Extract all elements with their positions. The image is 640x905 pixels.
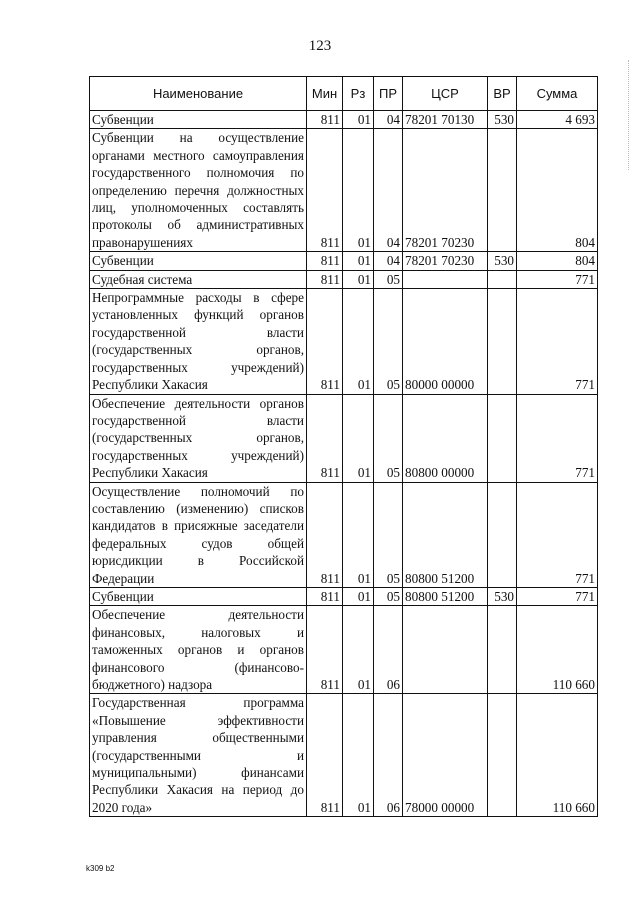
cell-sum: 771 xyxy=(517,289,598,394)
cell-csr: 78201 70230 xyxy=(403,129,488,252)
cell-name: Субвенции xyxy=(90,111,307,129)
cell-vr xyxy=(488,129,517,252)
cell-sum: 804 xyxy=(517,129,598,252)
cell-sum: 110 660 xyxy=(517,606,598,694)
cell-csr: 80800 51200 xyxy=(403,482,488,587)
cell-pr: 05 xyxy=(374,482,403,587)
cell-sum: 771 xyxy=(517,587,598,605)
cell-min: 811 xyxy=(307,111,343,129)
cell-name: Непрограммные расходы в сфере установленных функций органов государственной власти (государственных органов, государственных учреждений) Республики Хакасия xyxy=(90,289,307,394)
cell-sum: 771 xyxy=(517,270,598,288)
cell-sum: 110 660 xyxy=(517,694,598,817)
table-row xyxy=(90,111,598,129)
cell-vr: 530 xyxy=(488,587,517,605)
header-csr: ЦСР xyxy=(403,77,488,111)
margin-marks xyxy=(628,60,633,170)
cell-name: Субвенции xyxy=(90,587,307,605)
cell-pr: 06 xyxy=(374,694,403,817)
cell-pr: 05 xyxy=(374,270,403,288)
cell-vr xyxy=(488,482,517,587)
cell-rz: 01 xyxy=(343,289,374,394)
cell-rz: 01 xyxy=(343,270,374,288)
cell-pr: 05 xyxy=(374,289,403,394)
cell-name: Обеспечение деятельности органов государственной власти (государственных органов, государственных учреждений) Республики Хакасия xyxy=(90,394,307,482)
cell-sum: 771 xyxy=(517,394,598,482)
table-row xyxy=(90,252,598,270)
cell-csr: 78201 70230 xyxy=(403,252,488,270)
header-pr: ПР xyxy=(374,77,403,111)
cell-vr xyxy=(488,270,517,288)
cell-name: Судебная система xyxy=(90,270,307,288)
cell-sum: 804 xyxy=(517,252,598,270)
footer-code: k309 b2 xyxy=(86,864,115,873)
header-min: Мин xyxy=(307,77,343,111)
page-number: 123 xyxy=(308,38,332,54)
cell-min: 811 xyxy=(307,270,343,288)
cell-csr xyxy=(403,606,488,694)
table-row xyxy=(90,129,598,252)
cell-rz: 01 xyxy=(343,111,374,129)
table-row xyxy=(90,694,598,817)
cell-rz: 01 xyxy=(343,394,374,482)
cell-name: Государственная программа «Повышение эффективности управления общественными (государственными и муниципальными) финансами Республики Хакасия на период до 2020 года» xyxy=(90,694,307,817)
cell-csr: 78201 70130 xyxy=(403,111,488,129)
cell-pr: 05 xyxy=(374,587,403,605)
cell-pr: 05 xyxy=(374,394,403,482)
table-row xyxy=(90,394,598,482)
cell-pr: 04 xyxy=(374,129,403,252)
cell-vr xyxy=(488,606,517,694)
budget-table-container xyxy=(89,76,597,817)
budget-table xyxy=(89,76,598,817)
header-sum: Сумма xyxy=(517,77,598,111)
cell-rz: 01 xyxy=(343,587,374,605)
header-vr: ВР xyxy=(488,77,517,111)
table-row xyxy=(90,606,598,694)
cell-min: 811 xyxy=(307,606,343,694)
cell-name: Осуществление полномочий по составлению (изменению) списков кандидатов в присяжные заседатели федеральных судов общей юрисдикции в Российской Федерации xyxy=(90,482,307,587)
cell-pr: 06 xyxy=(374,606,403,694)
table-row xyxy=(90,482,598,587)
cell-min: 811 xyxy=(307,394,343,482)
cell-rz: 01 xyxy=(343,252,374,270)
cell-vr: 530 xyxy=(488,111,517,129)
cell-csr: 80800 51200 xyxy=(403,587,488,605)
cell-rz: 01 xyxy=(343,129,374,252)
table-header-row xyxy=(90,77,598,111)
cell-vr xyxy=(488,694,517,817)
cell-min: 811 xyxy=(307,252,343,270)
cell-vr xyxy=(488,394,517,482)
cell-csr xyxy=(403,270,488,288)
cell-vr xyxy=(488,289,517,394)
cell-min: 811 xyxy=(307,289,343,394)
table-row xyxy=(90,587,598,605)
cell-name: Обеспечение деятельности финансовых, налоговых и таможенных органов и органов финансового (финансово-бюджетного) надзора xyxy=(90,606,307,694)
cell-rz: 01 xyxy=(343,482,374,587)
cell-min: 811 xyxy=(307,482,343,587)
cell-name: Субвенции на осуществление органами местного самоуправления государственного полномочия по определению перечня должностных лиц, уполномоченных составлять протоколы об административных правонарушениях xyxy=(90,129,307,252)
table-row xyxy=(90,289,598,394)
cell-min: 811 xyxy=(307,587,343,605)
cell-vr: 530 xyxy=(488,252,517,270)
cell-csr: 80000 00000 xyxy=(403,289,488,394)
cell-rz: 01 xyxy=(343,606,374,694)
cell-sum: 4 693 xyxy=(517,111,598,129)
table-row xyxy=(90,270,598,288)
cell-name: Субвенции xyxy=(90,252,307,270)
cell-csr: 78000 00000 xyxy=(403,694,488,817)
cell-min: 811 xyxy=(307,129,343,252)
cell-min: 811 xyxy=(307,694,343,817)
cell-sum: 771 xyxy=(517,482,598,587)
header-rz: Рз xyxy=(343,77,374,111)
cell-csr: 80800 00000 xyxy=(403,394,488,482)
cell-pr: 04 xyxy=(374,252,403,270)
cell-pr: 04 xyxy=(374,111,403,129)
cell-rz: 01 xyxy=(343,694,374,817)
header-name: Наименование xyxy=(90,77,307,111)
